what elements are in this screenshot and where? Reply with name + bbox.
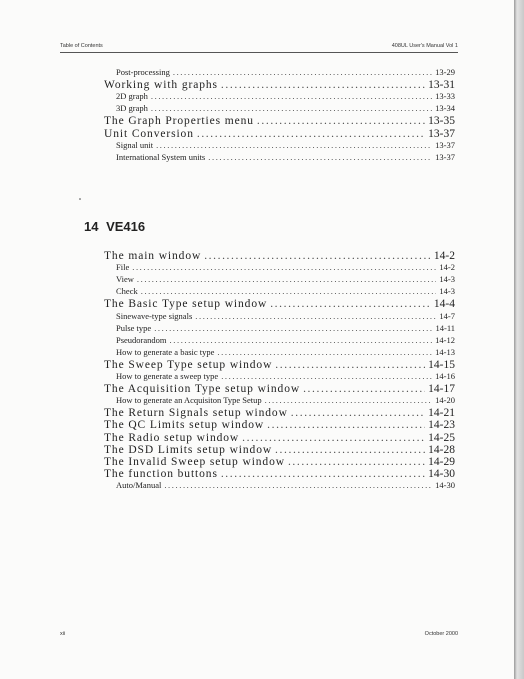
leader-dots	[221, 468, 425, 480]
toc-entry	[116, 67, 455, 77]
toc-entry	[104, 115, 455, 127]
toc-entry	[104, 407, 455, 419]
leader-dots	[195, 311, 436, 321]
leader-dots	[303, 383, 425, 395]
leader-dots	[197, 128, 425, 140]
toc-entry	[116, 91, 455, 101]
leader-dots	[132, 262, 436, 272]
leader-dots	[164, 480, 432, 490]
leader-dots	[288, 456, 425, 468]
toc-entry-page: 14-3	[439, 274, 455, 285]
toc-entry-page: 13-33	[435, 91, 455, 102]
toc-entry-page: 14-4	[433, 298, 455, 311]
toc-entry	[116, 395, 455, 405]
toc-entry-label: The Return Signals setup window	[104, 407, 288, 420]
toc-entry-label: View	[116, 274, 134, 285]
leader-dots	[156, 140, 432, 150]
toc-entry-label: The function buttons	[104, 467, 218, 480]
toc-entry	[116, 480, 455, 490]
toc-entry-label: How to generate a basic type	[116, 346, 215, 357]
toc-entry-page: 13-37	[435, 151, 455, 162]
toc-entry-page: 14-29	[428, 455, 455, 468]
leader-dots	[170, 335, 433, 345]
toc-entry	[104, 419, 455, 431]
toc-entry	[104, 128, 455, 140]
toc-entry-page: 14-20	[435, 395, 455, 406]
toc-entry	[104, 468, 455, 480]
toc-entry	[116, 152, 455, 162]
toc-entry-page: 13-34	[435, 103, 455, 114]
toc-entry-label: Check	[116, 286, 138, 297]
toc-entry-page: 14-2	[439, 262, 455, 273]
toc-entry-page: 14-7	[439, 310, 455, 321]
toc-entry-label: 2D graph	[116, 91, 148, 102]
toc-entry	[104, 359, 455, 371]
toc-entry-page: 14-3	[439, 286, 455, 297]
leader-dots	[173, 67, 432, 77]
toc-entry	[104, 383, 455, 395]
toc-entry-label: Pulse type	[116, 322, 152, 333]
toc-entry-label: The main window	[104, 250, 202, 262]
toc-entry-label: Sinewave-type signals	[116, 310, 193, 321]
toc-entry-label: File	[116, 262, 130, 273]
toc-entry	[104, 456, 455, 468]
toc-entry-label: The Radio setup window	[104, 431, 240, 444]
header-manual-title: 408UL User's Manual Vol 1	[391, 43, 458, 49]
toc-entry-label: How to generate a sweep type	[116, 371, 219, 381]
toc-entry-label: The Basic Type setup window	[104, 298, 268, 311]
toc-entry-label: The Sweep Type setup window	[104, 358, 273, 371]
page-header	[60, 43, 458, 49]
leader-dots	[275, 444, 425, 456]
leader-dots	[137, 274, 437, 284]
leader-dots	[151, 103, 432, 113]
leader-dots	[270, 298, 431, 310]
leader-dots	[217, 347, 432, 357]
toc-entry	[116, 347, 455, 357]
toc-entry-label: Working with graphs	[104, 79, 218, 92]
toc-entry-label: The Invalid Sweep setup window	[104, 455, 285, 468]
leader-dots	[208, 152, 432, 162]
leader-dots	[221, 79, 425, 91]
chapter-number: 14	[84, 219, 99, 234]
toc-entry	[104, 298, 455, 310]
toc-entry-page: 14-13	[435, 346, 455, 357]
toc-entry-label: Unit Conversion	[104, 127, 194, 140]
toc-entry	[116, 311, 455, 321]
toc-entry-label: Post-processing	[116, 67, 170, 77]
toc-entry-page: 14-17	[428, 383, 455, 396]
leader-dots	[204, 250, 431, 262]
header-rule	[60, 52, 458, 53]
chapter-title: VE416	[106, 219, 146, 234]
toc-entry	[116, 274, 455, 284]
toc-entry-page: 14-23	[428, 419, 455, 432]
leader-dots	[141, 286, 437, 296]
toc-entry	[116, 262, 455, 272]
toc-entry-page: 14-25	[428, 431, 455, 444]
toc-entry	[116, 335, 455, 345]
toc-entry-label: The QC Limits setup window	[104, 419, 265, 432]
page-number: xii	[60, 631, 66, 637]
leader-dots	[275, 359, 425, 371]
toc-entry-label: International System units	[116, 151, 206, 162]
leader-dots	[267, 419, 425, 431]
leader-dots	[221, 371, 432, 381]
toc-entry	[116, 286, 455, 296]
leader-dots	[291, 407, 425, 419]
toc-entry	[116, 140, 455, 150]
toc-entry	[116, 371, 455, 381]
scan-speck	[79, 198, 81, 200]
toc-entry-page: 13-31	[428, 79, 455, 92]
leader-dots	[257, 115, 425, 127]
chapter-heading	[84, 219, 145, 234]
toc-entry-label: Pseudorandom	[116, 334, 167, 345]
toc-entry-page: 14-2	[433, 250, 455, 262]
leader-dots	[242, 432, 425, 444]
toc-entry-label: The Graph Properties menu	[104, 115, 254, 128]
page-edge-shadow	[514, 0, 524, 679]
leader-dots	[154, 323, 432, 333]
toc-entry-label: The Acquisition Type setup window	[104, 383, 301, 396]
header-section-title: Table of Contents	[60, 43, 103, 49]
toc-entry	[104, 79, 455, 91]
toc-entry-label: 3D graph	[116, 103, 148, 114]
toc-entry-page: 13-35	[428, 115, 455, 128]
footer-date: October 2000	[424, 631, 458, 637]
toc-entry	[104, 444, 455, 456]
toc-entry-label: Signal unit	[116, 139, 154, 150]
toc-entry-page: 13-37	[435, 139, 455, 150]
leader-dots	[265, 395, 433, 405]
toc-entry-page: 14-21	[428, 407, 455, 420]
toc-entry-label: The DSD Limits setup window	[104, 443, 273, 456]
page-footer	[60, 631, 458, 637]
toc-entry	[104, 432, 455, 444]
toc-entry	[116, 323, 455, 333]
toc-entry-page: 13-29	[435, 67, 455, 77]
toc-entry-page: 14-16	[435, 371, 455, 381]
toc-entry-page: 14-15	[428, 358, 455, 371]
toc-entry-page: 14-11	[435, 322, 455, 333]
leader-dots	[151, 91, 432, 101]
toc-entry-page: 14-30	[435, 479, 455, 490]
toc-entry-label: Auto/Manual	[116, 479, 162, 490]
toc-entry-label: How to generate an Acquisiton Type Setup	[116, 395, 262, 406]
toc-entry	[116, 103, 455, 113]
toc-entry	[104, 250, 455, 262]
toc-entry-page: 13-37	[428, 127, 455, 140]
toc-entry-page: 14-28	[428, 443, 455, 456]
toc-entry-page: 14-12	[435, 334, 455, 345]
toc-entry-page: 14-30	[428, 467, 455, 480]
